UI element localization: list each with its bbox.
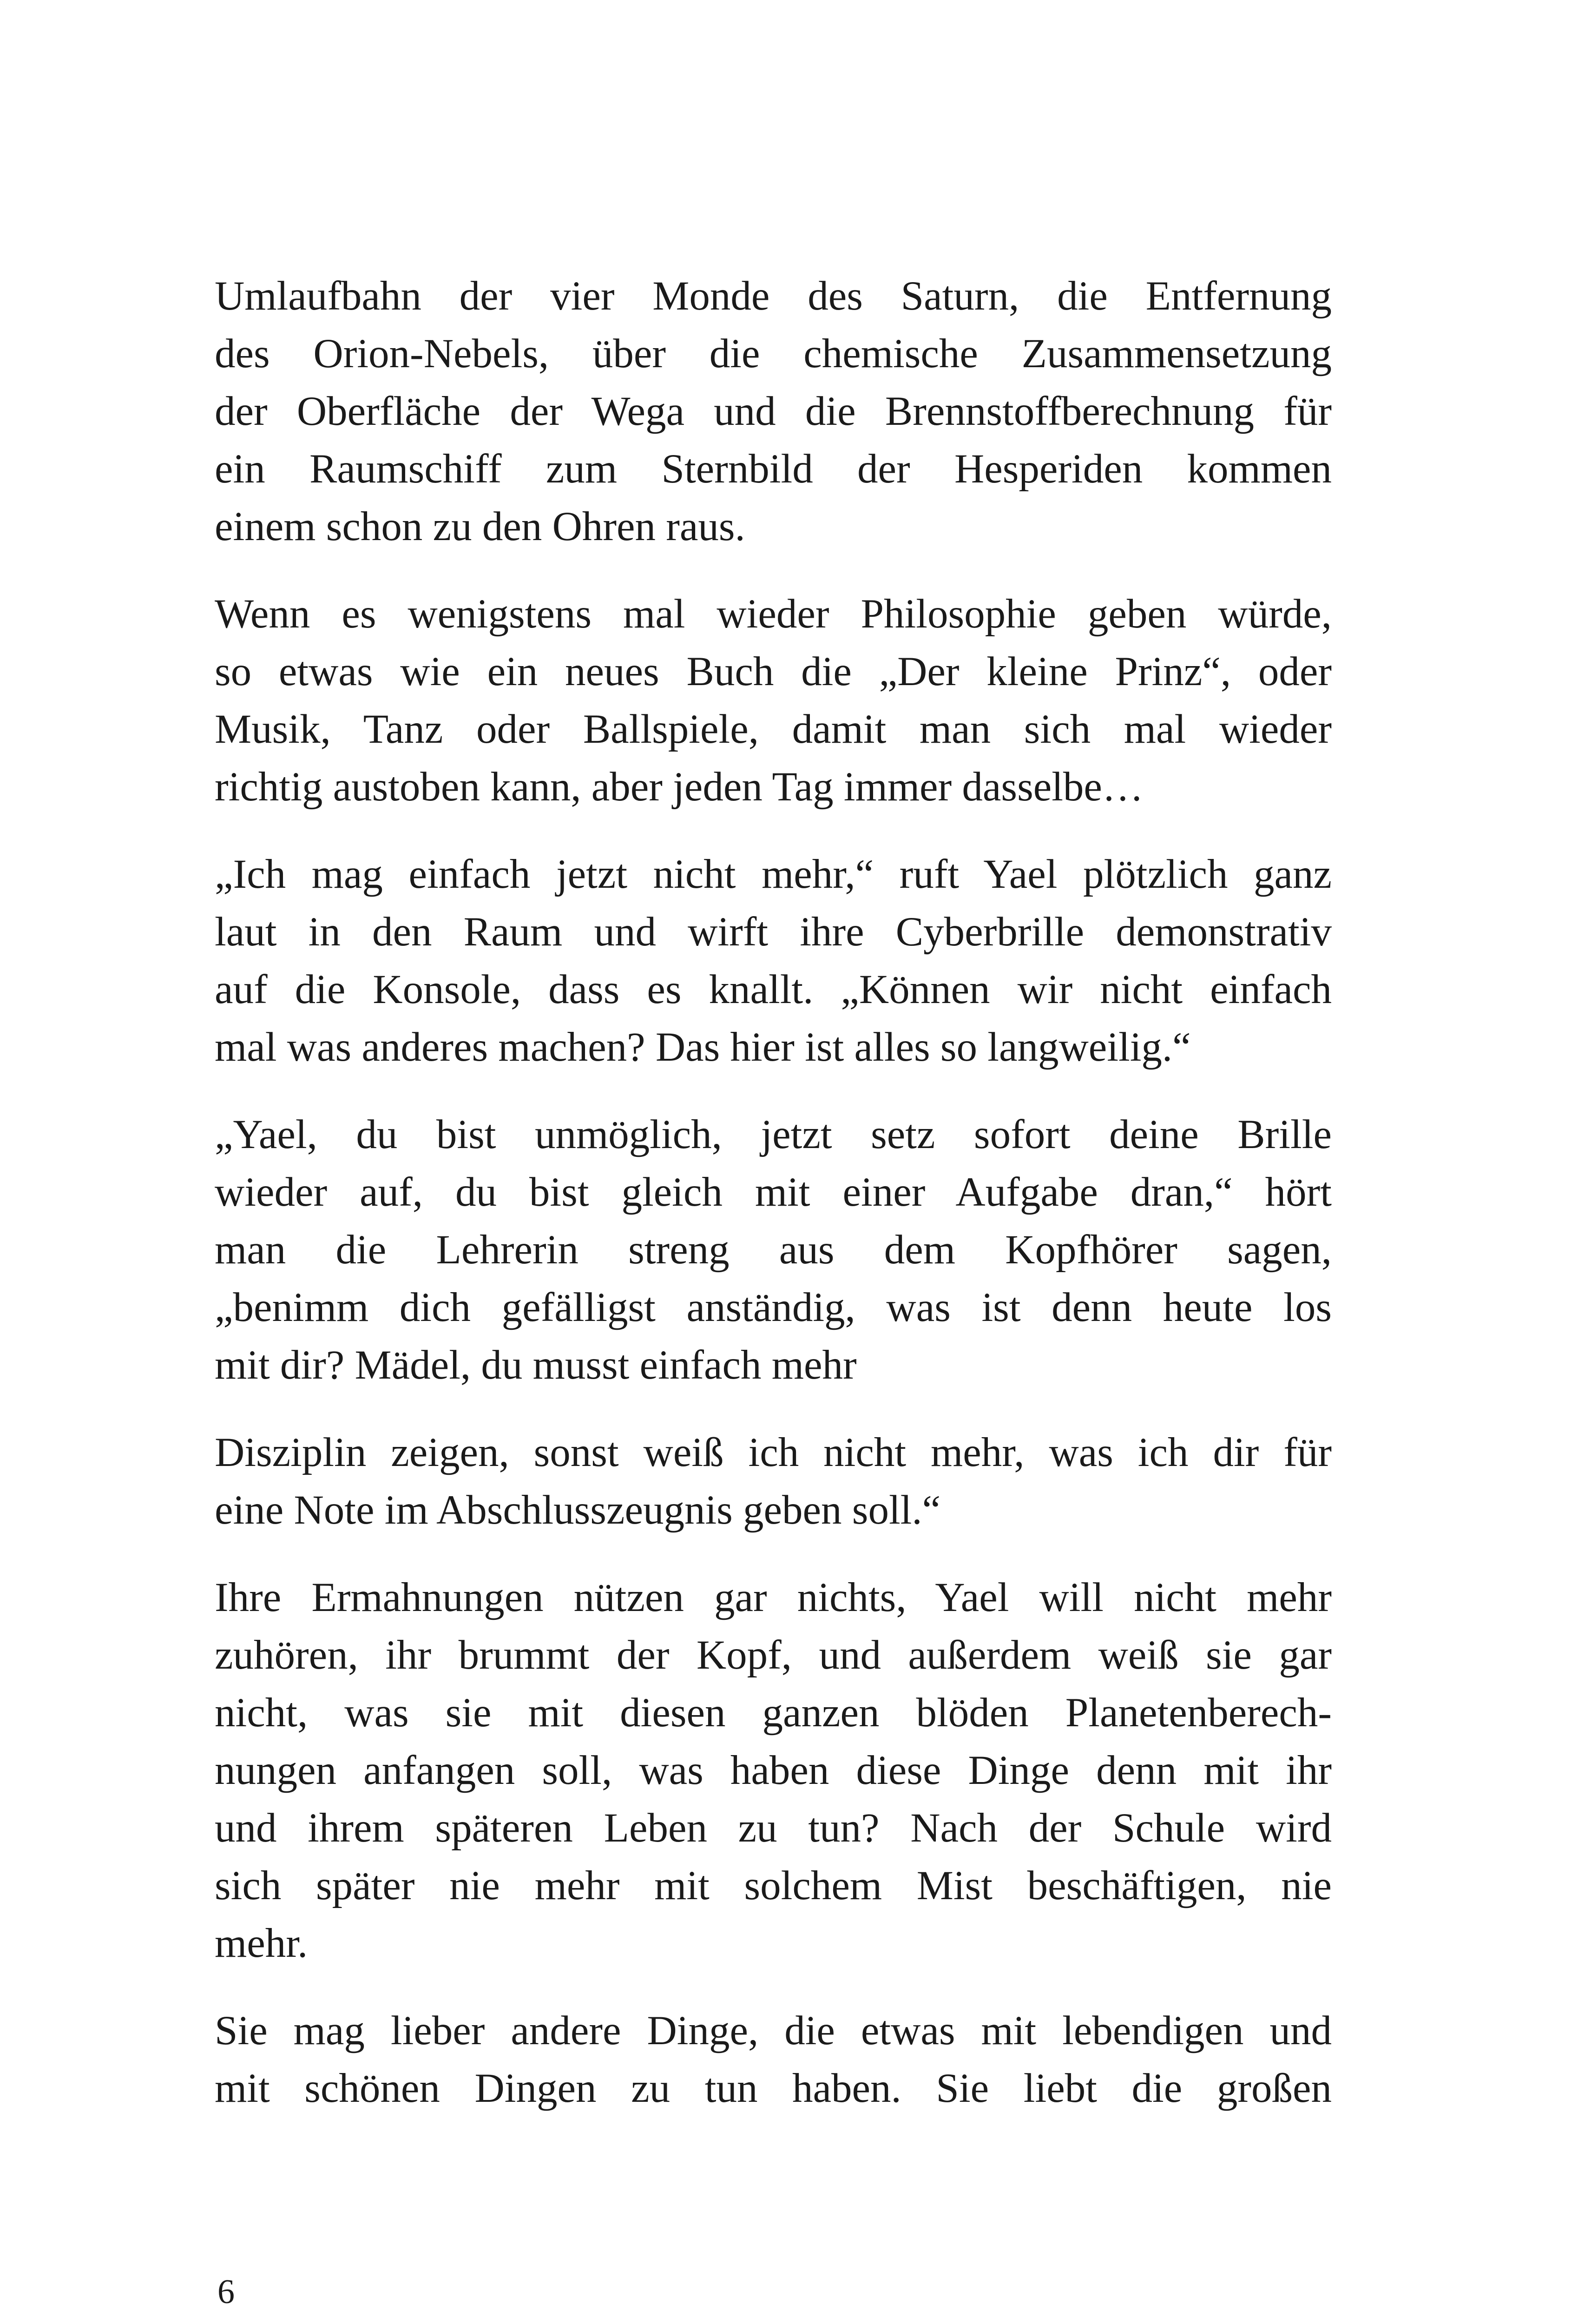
- text-line: zuhören, ihr brummt der Kopf, und außerdem weiß sie gar: [215, 1632, 1332, 1678]
- body-text: [215, 267, 1332, 2147]
- paragraph: [215, 1424, 1332, 1539]
- text-line: so etwas wie ein neues Buch die „Der kleine Prinz“, oder: [215, 649, 1332, 694]
- text-line: einem schon zu den Ohren raus.: [215, 504, 745, 549]
- paragraph: [215, 1106, 1332, 1394]
- text-line: sich später nie mehr mit solchem Mist beschäftigen, nie: [215, 1863, 1332, 1908]
- paragraph: [215, 267, 1332, 555]
- paragraph: [215, 1569, 1332, 1972]
- page-number: 6: [217, 2273, 235, 2311]
- text-line: laut in den Raum und wirft ihre Cyberbrille demonstrativ: [215, 909, 1332, 955]
- text-line: nungen anfangen soll, was haben diese Dinge denn mit ihr: [215, 1748, 1332, 1793]
- text-line: des Orion-Nebels, über die chemische Zusammensetzung: [215, 331, 1332, 376]
- paragraph: [215, 585, 1332, 816]
- text-line: wieder auf, du bist gleich mit einer Aufgabe dran,“ hört: [215, 1169, 1332, 1215]
- text-line: mehr.: [215, 1921, 308, 1966]
- text-line: ein Raumschiff zum Sternbild der Hesperiden kommen: [215, 446, 1332, 492]
- text-line: Umlaufbahn der vier Monde des Saturn, die Entfernung: [215, 273, 1332, 319]
- text-line: Ihre Ermahnungen nützen gar nichts, Yael will nicht mehr: [215, 1575, 1332, 1620]
- text-line: Wenn es wenigstens mal wieder Philosophie geben würde,: [215, 591, 1332, 637]
- text-line: „Ich mag einfach jetzt nicht mehr,“ ruft Yael plötzlich ganz: [215, 852, 1332, 897]
- text-line: richtig austoben kann, aber jeden Tag immer dasselbe…: [215, 764, 1144, 810]
- text-line: „benimm dich gefälligst anständig, was ist denn heute los: [215, 1285, 1332, 1330]
- text-line: man die Lehrerin streng aus dem Kopfhörer sagen,: [215, 1227, 1332, 1273]
- text-line: auf die Konsole, dass es knallt. „Können wir nicht einfach: [215, 967, 1332, 1012]
- text-line: mit dir? Mädel, du musst einfach mehr: [215, 1342, 857, 1388]
- paragraph: [215, 2002, 1332, 2117]
- paragraph: [215, 845, 1332, 1076]
- text-line: „Yael, du bist unmöglich, jetzt setz sofort deine Brille: [215, 1112, 1332, 1157]
- text-line: eine Note im Abschlusszeugnis geben soll.“: [215, 1487, 941, 1533]
- text-line: nicht, was sie mit diesen ganzen blöden Planetenberech-: [215, 1690, 1332, 1736]
- text-line: Musik, Tanz oder Ballspiele, damit man sich mal wieder: [215, 706, 1332, 752]
- text-line: mit schönen Dingen zu tun haben. Sie liebt die großen: [215, 2066, 1332, 2111]
- text-line: Sie mag lieber andere Dinge, die etwas mit lebendigen und: [215, 2008, 1332, 2053]
- text-line: und ihrem späteren Leben zu tun? Nach der Schule wird: [215, 1805, 1332, 1851]
- text-line: der Oberfläche der Wega und die Brennstoffberechnung für: [215, 389, 1332, 434]
- text-line: mal was anderes machen? Das hier ist alles so langweilig.“: [215, 1024, 1191, 1070]
- text-line: Disziplin zeigen, sonst weiß ich nicht mehr, was ich dir für: [215, 1430, 1332, 1475]
